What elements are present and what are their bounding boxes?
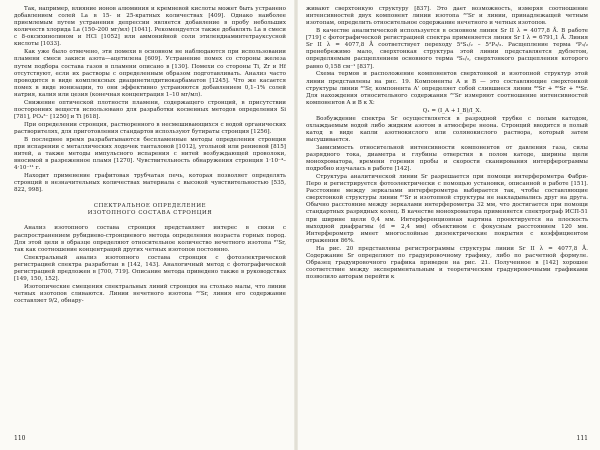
page-number-right: 111	[576, 435, 588, 442]
paragraph: Как уже было отмечено, эти помехи в основном не наблюдаются при использовании пламени смеси закиси азота—ацетилена [609]. Устранение помех со стороны железа путем подбора состава газов в пламени описано в [130]. Помехи со стороны Ti, Zr и Hf отсутствуют, если их растворы с определенным образом подготавливать. Анализ часто проводится в виде комплексных диацинетилдитиокарбаматов [1245]. Что же касается помех в виде ионизации, то они эффективно устраняются добавлением 0,1–1% солей натрия, калия или цезия (конечная концентрация 1–10 мг/мл).	[14, 49, 286, 98]
page-number-left: 110	[14, 435, 26, 442]
paragraph: Изотопические смещения спектральных линий стронция на столько малы, что линии четных изотопов сливаются. Линии нечетного изотопа ⁸⁷Sr, линия его содержание составляет 9/2, обнару-	[14, 283, 286, 304]
paragraph: Зависимость относительной интенсивности компонентов от давления газа, силы разрядного тока, диаметра и глубины отверстия в полом катоде, ширины щели монохроматора, времени горения пробы и скорости сканирования интерферограммы подробно изучалась в работе [142].	[306, 144, 588, 173]
paragraph: Структура аналитической линии Sr разрешается при помощи интерферометра Фабри-Перо и регистрируется фотоэлектрически с помощью установки, описанной в работе [151]. Расстояние между зеркалами интерферометра выбирается так, чтобы составляющие сверхтонкой структуры линии ⁸⁷Sr и изотопной структуры не накладывались друг на друга. Обычно расстояние между зеркалами интерферометра 32 мм, что достигается при помощи стандартных разрядных колец. В качестве монохроматора применяется спектрограф ИСП-51 при ширине щели 0,4 мм. Интерференционная картина проектируется на плоскость выходной диафрагмы (d = 2,4 мм) объективом с фокусным расстоянием 120 мм. Интерферометр имеет многослойные диэлектрические покрытия с коэффициентом отражения 86%.	[306, 173, 588, 244]
paragraph: Так, например, влияние ионов алюминия и кремневой кислоты может быть устранено добавлением солей La в 15- и 25-кратных количествах [409]. Однако наиболее приемлемым путем устранения депрессии является добавление в пробу небольших количеств хлорида La (150–200 мг/мл) [1041]. Рекомендуется также добавлять La в смеси с 8-оксихинолином и HCl [1052] или аммонийной соли этилендиаминтетрауксусной кислоты [1033].	[14, 6, 286, 48]
book-gutter	[294, 0, 298, 450]
left-page	[14, 6, 286, 444]
section-heading-line1: СПЕКТРАЛЬНОЕ ОПРЕДЕЛЕНИЕ	[93, 203, 207, 210]
left-page-text	[14, 6, 286, 305]
paragraph: При определении стронция, растворенного в несмешивающихся с водой органических растворителях, для приготовления стандартов используют бутираты стронция [1256].	[14, 121, 286, 135]
paragraph: живают сверхтонкую структуру [837]. Это дает возможность, измеряя соотношение интенсивностей двух компонент линии изотопа ⁸⁷Sr и линии, принадлежащей четным изотопам, определить относительное содержание нечетного и четных изотопов.	[306, 6, 588, 27]
paragraph: В последнее время разрабатываются беспламенные методы определения стронция при испарении с металлических лодочек танталовой [1012], угольной или рениевой [815] нитей, а также методы импульсного испарения с нитей возбуждающей проволоки, вносимой в разреженное пламя [1270]. Чувствительность обнаружения стронция 1·10⁻⁴–4·10⁻¹¹ г.	[14, 136, 286, 172]
right-page-text	[306, 6, 588, 281]
formula: Q₁ = (I_A + I_B)/I_X.	[422, 107, 482, 114]
paragraph: Спектральный анализ изотопного состава стронция с фотоэлектрической регистрацией спектра разработан в [142, 143]. Аналогичный метод с фотографической регистрацией предложен в [700, 719]. Описание метода приведено также в руководствах [149, 150, 152].	[14, 254, 286, 282]
paragraph: Возбуждение спектра Sr осуществляется в разрядной трубке с полым катодом, охлаждаемым водой либо жидким азотом в атмосфере неона. Стронций вводится в полый катод в виде капли азотнокислого или солянокислого раствора, который затем высушивается.	[306, 115, 588, 143]
section-heading-line2: ИЗОТОПНОГО СОСТАВА СТРОНЦИЯ	[87, 210, 213, 217]
section-heading	[14, 203, 286, 217]
paragraph: Находит применение графитовая трубчатая печь, которая позволяет определять стронций в незначительных количествах материала с высокой чувствительностью [535, 822, 998].	[14, 173, 286, 194]
paragraph: В качестве аналитической используется в основном линия Sr II λ = 4077,8 Å. В работе [719] с фотографической регистрацией спектра применяется линия Sr I λ = 6791,1 Å. Линия Sr II λ = 4077,8 Å соответствует переходу 5²S₁/₂ – 5²P₃/₂. Расщепление терма ²P₃/₂ пренебрежимо мало, сверхтонкая структура этой линии представляется дублетом, определяемым расщеплением основного терма ²S₁/₂, сверхтонкого расщепления которого равно 0,158 см⁻¹ [837].	[306, 28, 588, 70]
paragraph: Анализ изотопного состава стронция представляет интерес в связи с распространением рубидиево-стронциевого метода определения возраста горных пород. Для этой цели в образце определяют относительное количество нечетного изотопа ⁸⁷Sr, так как соотношение концентраций других четных изотопов постоянно.	[14, 225, 286, 253]
right-page	[306, 6, 588, 444]
paragraph: Схема термов и расположение компонентов сверхтонкой и изотопной структур этой линии представлены на рис. 19. Компоненты A и B — это составляющие сверхтонкой структуры линии ⁸⁷Sr, компонента A' определяет собой слившиеся линии ⁸⁸Sr + ⁸⁶Sr + ⁸⁴Sr. Для нахождения относительного содержания ⁸⁷Sr измеряют соотношение интенсивностей компонентов A и B к X:	[306, 71, 588, 106]
paragraph: Снижение оптической плотности пламени, содержащего стронций, в присутствии посторонних веществ использовано для разработки косвенных методов определения Si [781], PO₄³⁻ [1250] и Ti [618].	[14, 99, 286, 120]
paragraph: На рис. 20 представлены регистрограммы структуры линии Sr II λ = 4077,8 Å. Содержание Sr определяют по градуировочному графику, либо по расчетной формуле. Образец градуировочного графика приведен на рис. 21. Полученное в [142] хорошее соответствие между экспериментальным и теоретическим градуировочными графиками позволило авторам перейти к	[306, 245, 588, 281]
